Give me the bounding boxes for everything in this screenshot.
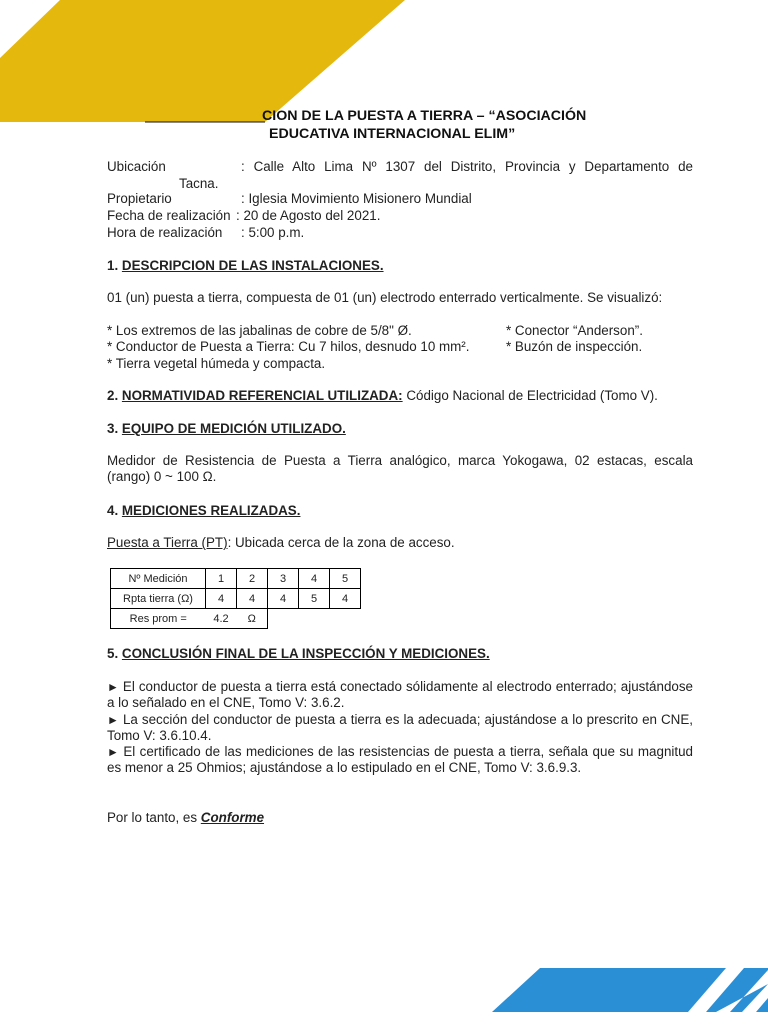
table-row bbox=[111, 609, 361, 629]
table-cell: 2 bbox=[237, 569, 268, 589]
conclusion-text-3: El certificado de las mediciones de las resistencias de puesta a tierra, señala que su magnitud es menor a 25 Ohmios; ajustándose a lo estipulado en el CNE, Tomo V: 3.6.9.3. bbox=[107, 744, 693, 775]
item-left-1: * Los extremos de las jabalinas de cobre de 5/8" Ø. bbox=[107, 323, 412, 338]
table-cell: 4 bbox=[206, 589, 237, 609]
fecha-label: Fecha de realización bbox=[107, 208, 231, 223]
section-3-heading bbox=[107, 421, 346, 437]
item-left-2: * Conductor de Puesta a Tierra: Cu 7 hilos, desnudo 10 mm². bbox=[107, 339, 470, 354]
bullet-arrow-icon: ► bbox=[107, 713, 119, 727]
table-cell: 3 bbox=[268, 569, 299, 589]
average-value: 4.2 bbox=[206, 609, 237, 629]
measurements-table bbox=[110, 568, 361, 629]
ubicacion-continuation: Tacna. bbox=[179, 176, 219, 191]
table-cell: 1 bbox=[206, 569, 237, 589]
document-title-line2: EDUCATIVA INTERNACIONAL ELIM” bbox=[269, 126, 516, 142]
average-label: Res prom = bbox=[111, 609, 206, 629]
section-1-text: 01 (un) puesta a tierra, compuesta de 01 (un) electrodo enterrado verticalmente. Se visualizó: bbox=[107, 290, 663, 305]
section-3-text: Medidor de Resistencia de Puesta a Tierra analógico, marca Yokogawa, 02 estacas, escala (rango) 0 ~ 100 Ω. bbox=[107, 453, 693, 484]
conclusion-text-2: La sección del conductor de puesta a tierra es la adecuada; ajustándose a lo prescrito en CNE, Tomo V: 3.6.10.4. bbox=[107, 712, 693, 743]
propietario-value: : Iglesia Movimiento Misionero Mundial bbox=[241, 191, 472, 206]
propietario-label: Propietario bbox=[107, 191, 172, 206]
pt-location bbox=[107, 535, 455, 551]
section-2-heading bbox=[107, 388, 658, 404]
average-unit: Ω bbox=[237, 609, 268, 629]
pt-text: : Ubicada cerca de la zona de acceso. bbox=[227, 535, 455, 550]
item-left-3: * Tierra vegetal húmeda y compacta. bbox=[107, 356, 326, 371]
section-5-heading bbox=[107, 646, 490, 662]
table-row bbox=[111, 569, 361, 589]
fecha-value: : 20 de Agosto del 2021. bbox=[236, 208, 381, 223]
section-2-title: NORMATIVIDAD REFERENCIAL UTILIZADA: bbox=[121, 388, 403, 403]
section-2-number: 2. bbox=[107, 388, 119, 403]
section-1-heading bbox=[107, 258, 384, 274]
ubicacion-value: : Calle Alto Lima Nº 1307 del Distrito, Provincia y Departamento de bbox=[241, 159, 693, 174]
conclusion-bullet-1 bbox=[107, 679, 693, 711]
hora-label: Hora de realización bbox=[107, 225, 223, 240]
section-5-title: CONCLUSIÓN FINAL DE LA INSPECCIÓN Y MEDICIONES. bbox=[121, 646, 490, 661]
section-1-title: DESCRIPCION DE LAS INSTALACIONES. bbox=[121, 258, 384, 273]
table-cell: 5 bbox=[330, 569, 361, 589]
table-header-cell: Rpta tierra (Ω) bbox=[111, 589, 206, 609]
closing-emphasis: Conforme bbox=[200, 810, 265, 825]
table-cell: 4 bbox=[330, 589, 361, 609]
section-4-heading bbox=[107, 503, 300, 519]
document-title-line1: CION DE LA PUESTA A TIERRA – “ASOCIACIÓN bbox=[262, 108, 587, 124]
section-3-title: EQUIPO DE MEDICIÓN UTILIZADO. bbox=[121, 421, 346, 436]
item-right-1: * Conector “Anderson”. bbox=[506, 323, 643, 338]
pt-label: Puesta a Tierra (PT) bbox=[107, 535, 228, 550]
hora-value: : 5:00 p.m. bbox=[241, 225, 305, 240]
table-cell: 5 bbox=[299, 589, 330, 609]
section-1-number: 1. bbox=[107, 258, 119, 273]
table-cell: 4 bbox=[237, 589, 268, 609]
section-2-text: Código Nacional de Electricidad (Tomo V). bbox=[402, 388, 658, 403]
bullet-arrow-icon: ► bbox=[107, 680, 119, 694]
section-4-title: MEDICIONES REALIZADAS. bbox=[121, 503, 301, 518]
table-row bbox=[111, 589, 361, 609]
table-cell: 4 bbox=[268, 589, 299, 609]
conclusion-text-1: El conductor de puesta a tierra está conectado sólidamente al electrodo enterrado; ajustándose a lo señalado en el CNE, Tomo V: 3.6.2. bbox=[107, 679, 693, 710]
closing-statement bbox=[107, 810, 264, 826]
section-5-number: 5. bbox=[107, 646, 119, 661]
bullet-arrow-icon: ► bbox=[107, 745, 119, 759]
conclusion-bullet-3 bbox=[107, 744, 693, 776]
table-cell: 4 bbox=[299, 569, 330, 589]
conclusion-bullet-2 bbox=[107, 712, 693, 744]
item-right-2: * Buzón de inspección. bbox=[506, 339, 643, 354]
closing-text: Por lo tanto, es bbox=[107, 810, 201, 825]
ubicacion-label: Ubicación bbox=[107, 159, 166, 174]
section-4-number: 4. bbox=[107, 503, 119, 518]
table-header-cell: Nº Medición bbox=[111, 569, 206, 589]
section-3-number: 3. bbox=[107, 421, 119, 436]
